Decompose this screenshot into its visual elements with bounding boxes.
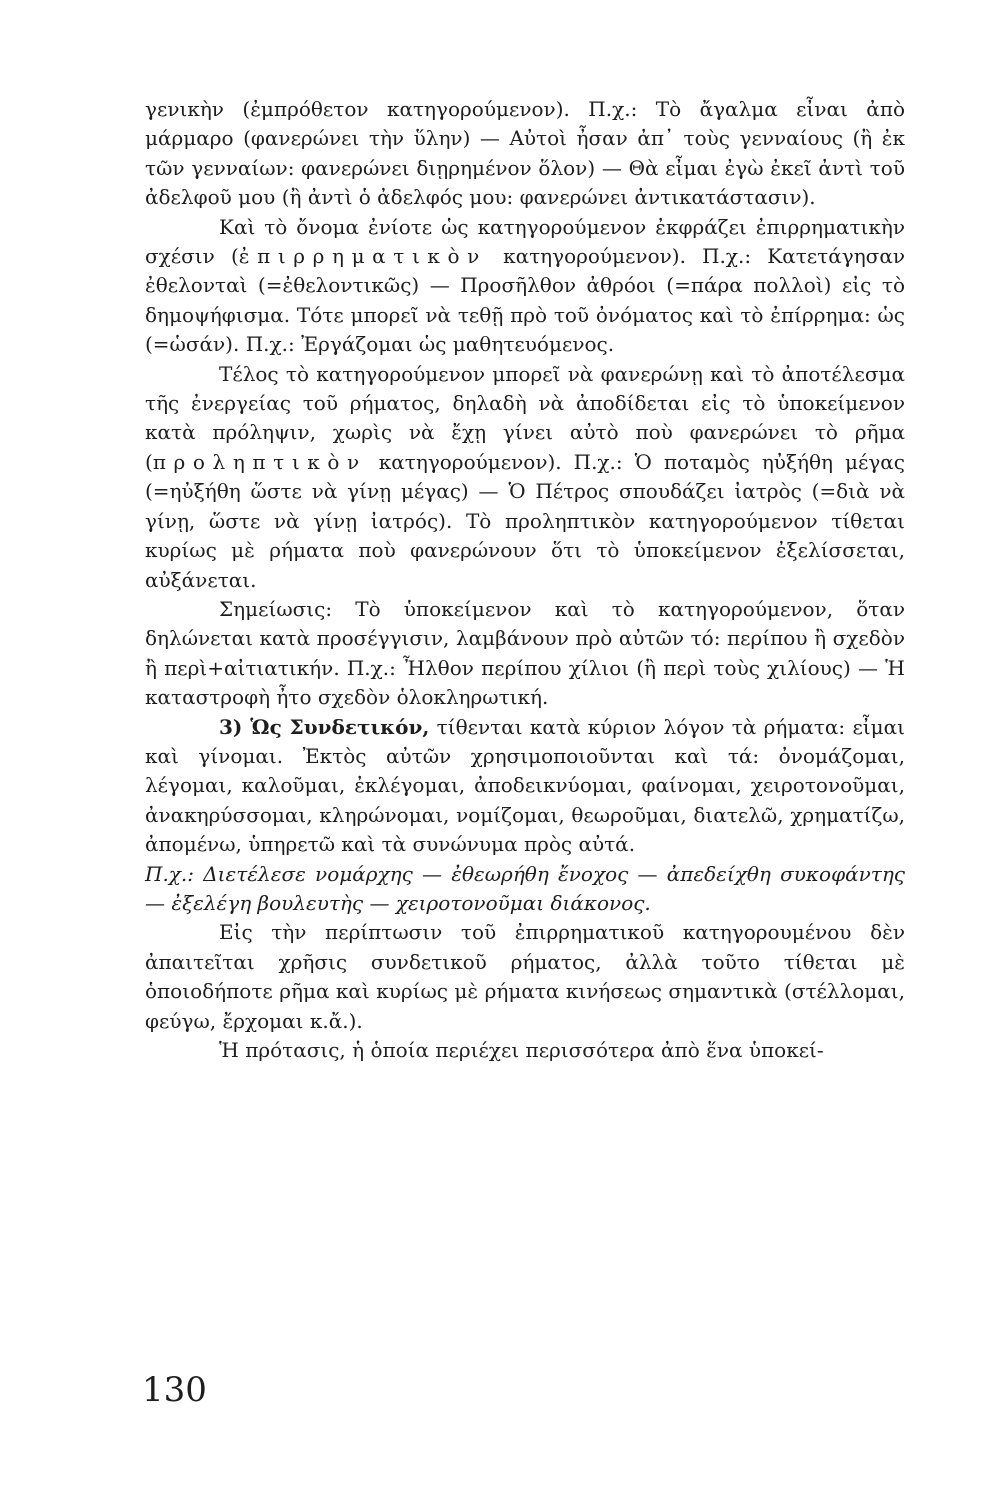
spaced-term-epirrhematikon: ἐπιρρηματικὸν (238, 244, 487, 269)
paragraph-5-text: τίθενται κατὰ κύριον λόγον τὰ ρήματα: εἶμαι καὶ γίνομαι. Ἐκτὸς αὐτῶν χρησιμοποιοῦνται καὶ τά: ὀνομάζομαι, λέγομαι, καλοῦμαι, ἐκλέγομαι, ἀποδεικνύομαι, φαίνομαι, χειροτονοῦμαι, ἀνακηρύσσομαι, κληρώνομαι, νομίζομαι, θεωροῦμαι, διατελῶ, χρηματίζω, ἀπομένω, ὑπηρετῶ καὶ τὰ συνώνυμα πρὸς αὐτά. (145, 714, 905, 857)
paragraph-1 (145, 95, 905, 213)
paragraph-2-text-b: κατηγορούμενον). Π.χ.: Κατετάγησαν ἐθελονταὶ (=ἐθελοντικῶς) — Προσῆλθον ἀθρόοι (=πάρα πολλοὶ) εἰς τὸ δημοψήφισμα. Τότε μπορεῖ νὰ τεθῇ πρὸ τοῦ ὀνόματος καὶ τὸ ἐπίρρημα: ὡς (=ὡσάν). Π.χ.: Ἐργάζομαι ὡς μαθητευόμενος. (145, 244, 905, 357)
page-number: 130 (142, 1370, 207, 1410)
paragraph-3-text-a: Τέλος τὸ κατηγορούμενον μπορεῖ νὰ φανερώνῃ καὶ τὸ ἀποτέλεσμα τῆς ἐνεργείας τοῦ ρήματος, δηλαδὴ νὰ ἀποδίδεται εἰς τὸ ὑποκείμενον κατὰ πρόληψιν, χωρὶς νὰ ἔχῃ γίνει αὐτὸ ποὺ φανερώνει τὸ ρῆμα ( (145, 361, 905, 474)
paragraph-4-note (145, 595, 905, 713)
paragraph-7 (145, 918, 905, 1036)
paragraph-1-text: γενικὴν (ἐμπρόθετον κατηγορούμενον). Π.χ.: Τὸ ἄγαλμα εἶναι ἀπὸ μάρμαρο (φανερώνει τὴν ὕλην) — Αὐτοὶ ἦσαν ἀπ᾽ τοὺς γενναίους (ἢ ἐκ τῶν γενναίων: φανερώνει διῃρημένον ὅλον) — Θὰ εἶμαι ἐγὼ ἐκεῖ ἀντὶ τοῦ ἀδελφοῦ μου (ἢ ἀντὶ ὁ ἀδελφός μου: φανερώνει ἀντικατάστασιν). (145, 97, 905, 210)
paragraph-8-text: Ἡ πρότασις, ἡ ὁποία περιέχει περισσότερα ἀπὸ ἕνα ὑποκεί- (219, 1038, 824, 1062)
paragraph-2-text-a: Καὶ τὸ ὄνομα ἐνίοτε ὡς κατηγορούμενον ἐκφράζει ἐπιρρηματικὴν σχέσιν ( (145, 214, 905, 269)
section-heading-syndetikon: 3) Ὡς Συνδετικόν, (219, 714, 430, 739)
spaced-term-proleptikon: προληπτικὸν (152, 449, 367, 474)
paragraph-5 (145, 713, 905, 860)
paragraph-6-examples (145, 860, 905, 919)
paragraph-3-text-b: κατηγορούμενον). Π.χ.: Ὁ ποταμὸς ηὐξήθη μέγας (=ηὐξήθη ὥστε νὰ γίνῃ μέγας) — Ὁ Πέτρος σπουδάζει ἰατρὸς (=διὰ νὰ γίνῃ, ὥστε νὰ γίνῃ ἰατρός). Τὸ προληπτικὸν κατηγορούμενον τίθεται κυρίως μὲ ρήματα ποὺ φανερώνουν ὅτι τὸ ὑποκείμενον ἐξελίσσεται, αὐξάνεται. (145, 449, 905, 592)
document-body (145, 95, 905, 1065)
paragraph-8 (145, 1036, 905, 1065)
paragraph-2 (145, 213, 905, 360)
paragraph-7-text: Εἰς τὴν περίπτωσιν τοῦ ἐπιρρηματικοῦ κατηγορουμένου δὲν ἀπαιτεῖται χρῆσις συνδετικοῦ ρήματος, ἀλλὰ τοῦτο τίθεται μὲ ὁποιοδήποτε ρῆμα καὶ κυρίως μὲ ρήματα κινήσεως σημαντικὰ (στέλλομαι, φεύγω, ἔρχομαι κ.ἄ.). (145, 920, 905, 1033)
paragraph-4-text: Σημείωσις: Τὸ ὑποκείμενον καὶ τὸ κατηγορούμενον, ὅταν δηλώνεται κατὰ προσέγγισιν, λαμβάνουν πρὸ αὐτῶν τό: περίπου ἢ σχεδὸν ἢ περὶ+αἰτιατικήν. Π.χ.: Ἦλθον περίπου χίλιοι (ἢ περὶ τοὺς χιλίους) — Ἡ καταστροφὴ ἦτο σχεδὸν ὁλοκληρωτική. (145, 596, 905, 710)
paragraph-3 (145, 360, 905, 595)
italic-examples: Π.χ.: Διετέλεσε νομάρχης — ἐθεωρήθη ἔνοχος — ἀπεδείχθη συκοφάντης — ἐξελέγη βουλευτὴς — χειροτονοῦμαι διάκονος. (145, 861, 905, 915)
